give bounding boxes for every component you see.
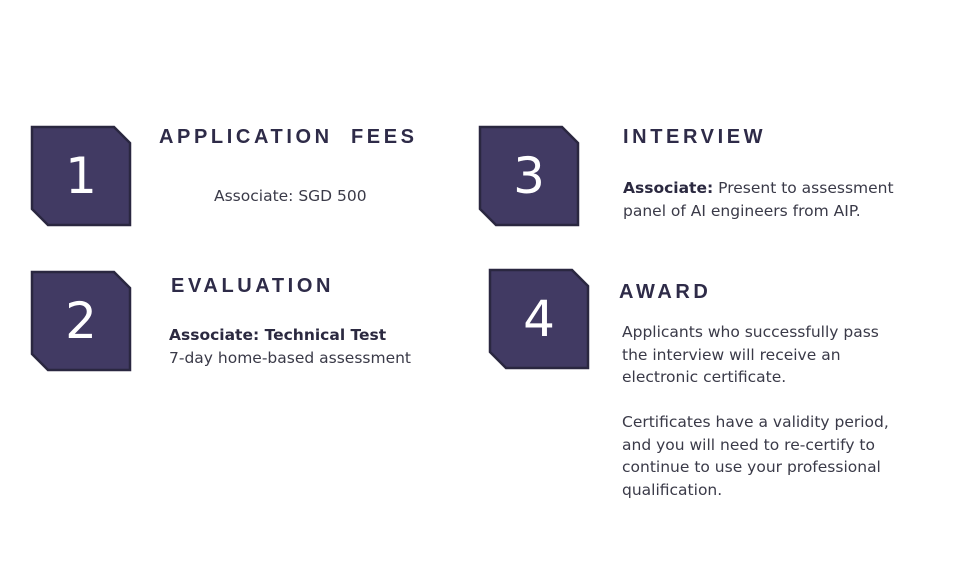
- step-2-badge: [32, 272, 130, 370]
- step-4-body-text-2: Certificates have a validity period, and you will need to re-certify to continue to use your professional qualification.: [622, 413, 889, 499]
- step-4-heading: AWARD: [619, 281, 712, 303]
- step-3-badge: [480, 127, 578, 225]
- step-2-number: 2: [65, 292, 97, 350]
- step-3-body-text: Present to assessment panel of AI engineers from AIP.: [623, 179, 894, 220]
- step-4-badge: [490, 270, 588, 368]
- step-1-number: 1: [65, 147, 97, 205]
- step-2-lead: Associate: Technical Test: [169, 326, 387, 344]
- step-3-lead: Associate:: [623, 179, 714, 197]
- step-2-body-text: 7-day home-based assessment: [169, 348, 412, 367]
- step-3-heading: INTERVIEW: [623, 126, 767, 148]
- step-1-heading: APPLICATION FEES: [159, 126, 418, 148]
- step-2-heading: EVALUATION: [171, 275, 335, 297]
- step-1-body: [214, 185, 434, 208]
- step-3-body: [623, 177, 898, 222]
- step-1-body-text: Associate: SGD 500: [214, 187, 367, 205]
- step-2-body: [169, 324, 449, 369]
- step-4-body: [622, 321, 897, 501]
- step-4-body-text: Applicants who successfully pass the interview will receive an electronic certificate.: [622, 323, 879, 386]
- step-3-number: 3: [513, 147, 545, 205]
- step-4-number: 4: [523, 290, 555, 348]
- step-1-badge: [32, 127, 130, 225]
